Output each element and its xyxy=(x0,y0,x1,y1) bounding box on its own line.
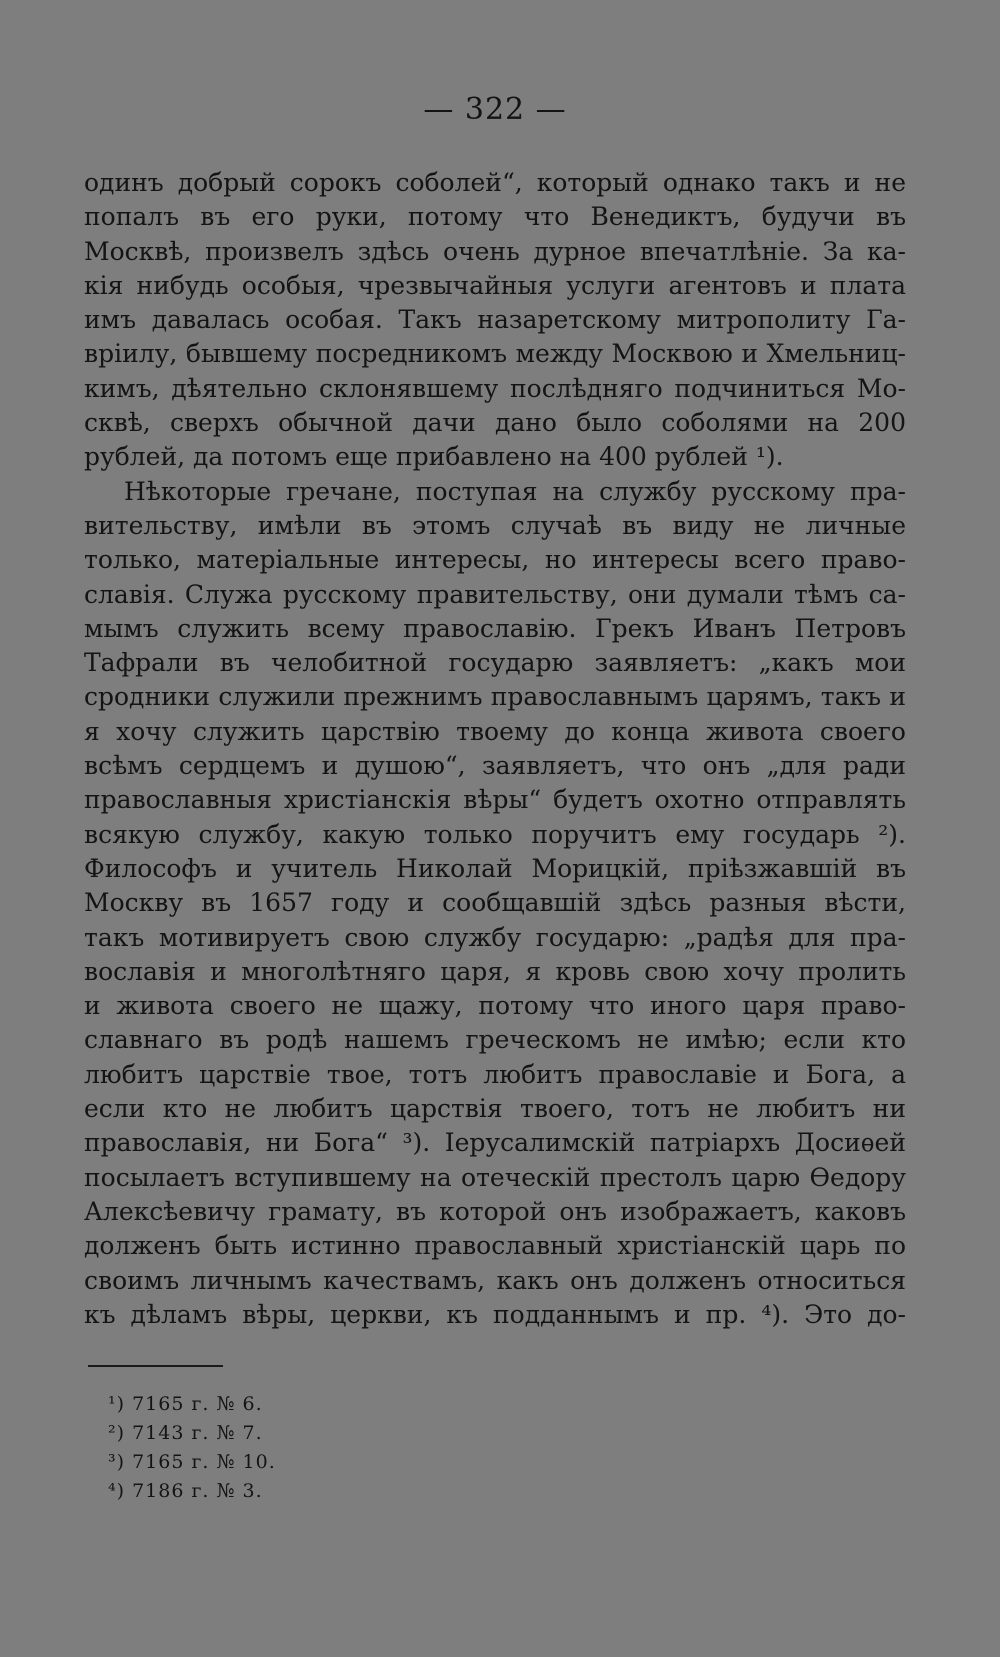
text-line: къ дѣламъ вѣры, церкви, къ подданнымъ и пр. ⁴). Это до- xyxy=(84,1299,906,1329)
footnote: ⁴) 7186 г. № 3. xyxy=(108,1480,263,1502)
text-line: и живота своего не щажу, потому что иного царя право- xyxy=(84,991,906,1021)
footnote: ³) 7165 г. № 10. xyxy=(108,1451,276,1473)
text-line: мымъ служить всему православію. Грекъ Иванъ Петровъ xyxy=(84,613,906,643)
text-line: попалъ въ его руки, потому что Венедиктъ, будучи въ xyxy=(84,202,906,232)
text-line: Философъ и учитель Николай Морицкій, пріѣзжавшій въ xyxy=(84,853,906,883)
footnote-divider xyxy=(88,1365,223,1367)
text-line: любитъ царствіе твое, тотъ любитъ православіе и Бога, а xyxy=(84,1059,906,1089)
text-line: вославія и многолѣтняго царя, я кровь свою хочу пролить xyxy=(84,956,906,986)
page-number: — 322 — xyxy=(423,92,567,127)
text-line: Нѣкоторые гречане, поступая на службу русскому пра- xyxy=(124,476,906,506)
text-line: всѣмъ сердцемъ и душою“, заявляетъ, что онъ „для ради xyxy=(84,751,906,781)
text-line: сквѣ, сверхъ обычной дачи дано было соболями на 200 xyxy=(84,408,906,438)
footnote: ²) 7143 г. № 7. xyxy=(108,1422,263,1444)
text-line: рублей, да потомъ еще прибавлено на 400 рублей ¹). xyxy=(84,442,784,472)
text-line: православія, ни Бога“ ³). Іерусалимскій патріархъ Досиѳей xyxy=(84,1128,906,1158)
text-line: всякую службу, какую только поручитъ ему государь ²). xyxy=(84,819,906,849)
text-line: православныя христіанскія вѣры“ будетъ охотно отправлять xyxy=(84,785,906,815)
text-line: Тафрали въ челобитной государю заявляетъ: „какъ мои xyxy=(84,648,906,678)
text-line: кимъ, дѣятельно склонявшему послѣдняго подчиниться Мо- xyxy=(84,373,906,403)
text-line: только, матеріальные интересы, но интересы всего право- xyxy=(84,545,906,575)
text-line: славія. Служа русскому правительству, они думали тѣмъ са- xyxy=(84,579,906,609)
text-line: я хочу служить царствію твоему до конца живота своего xyxy=(84,716,906,746)
text-line: одинъ добрый сорокъ соболей“, который однако такъ и не xyxy=(84,168,906,197)
text-line: долженъ быть истинно православный христіанскій царь по xyxy=(84,1231,906,1261)
text-line: кія нибудь особыя, чрезвычайныя услуги агентовъ и плата xyxy=(84,270,906,300)
text-line: Алексѣевичу грамату, въ которой онъ изображаетъ, каковъ xyxy=(84,1196,906,1226)
text-line: Москву въ 1657 году и сообщавшій здѣсь разныя вѣсти, xyxy=(84,888,906,918)
text-line: Москвѣ, произвелъ здѣсь очень дурное впечатлѣніе. За ка- xyxy=(84,236,906,266)
text-line: вріилу, бывшему посредникомъ между Москвою и Хмельниц- xyxy=(84,339,906,369)
text-line: своимъ личнымъ качествамъ, какъ онъ долженъ относиться xyxy=(84,1265,906,1295)
footnote: ¹) 7165 г. № 6. xyxy=(108,1393,263,1415)
text-line: сродники служили прежнимъ православнымъ царямъ, такъ и xyxy=(84,682,906,712)
text-line: вительству, имѣли въ этомъ случаѣ въ виду не личные xyxy=(84,510,906,540)
body-text xyxy=(84,166,906,1332)
text-line: посылаетъ вступившему на отеческій престолъ царю Ѳедору xyxy=(84,1162,906,1192)
text-line: имъ давалась особая. Такъ назаретскому митрополиту Га- xyxy=(84,305,906,335)
text-line: такъ мотивируетъ свою службу государю: „радѣя для пра- xyxy=(84,922,906,952)
text-line: славнаго въ родѣ нашемъ греческомъ не имѣю; если кто xyxy=(84,1025,906,1055)
text-line: если кто не любитъ царствія твоего, тотъ не любитъ ни xyxy=(84,1094,906,1124)
footnotes xyxy=(108,1390,508,1506)
